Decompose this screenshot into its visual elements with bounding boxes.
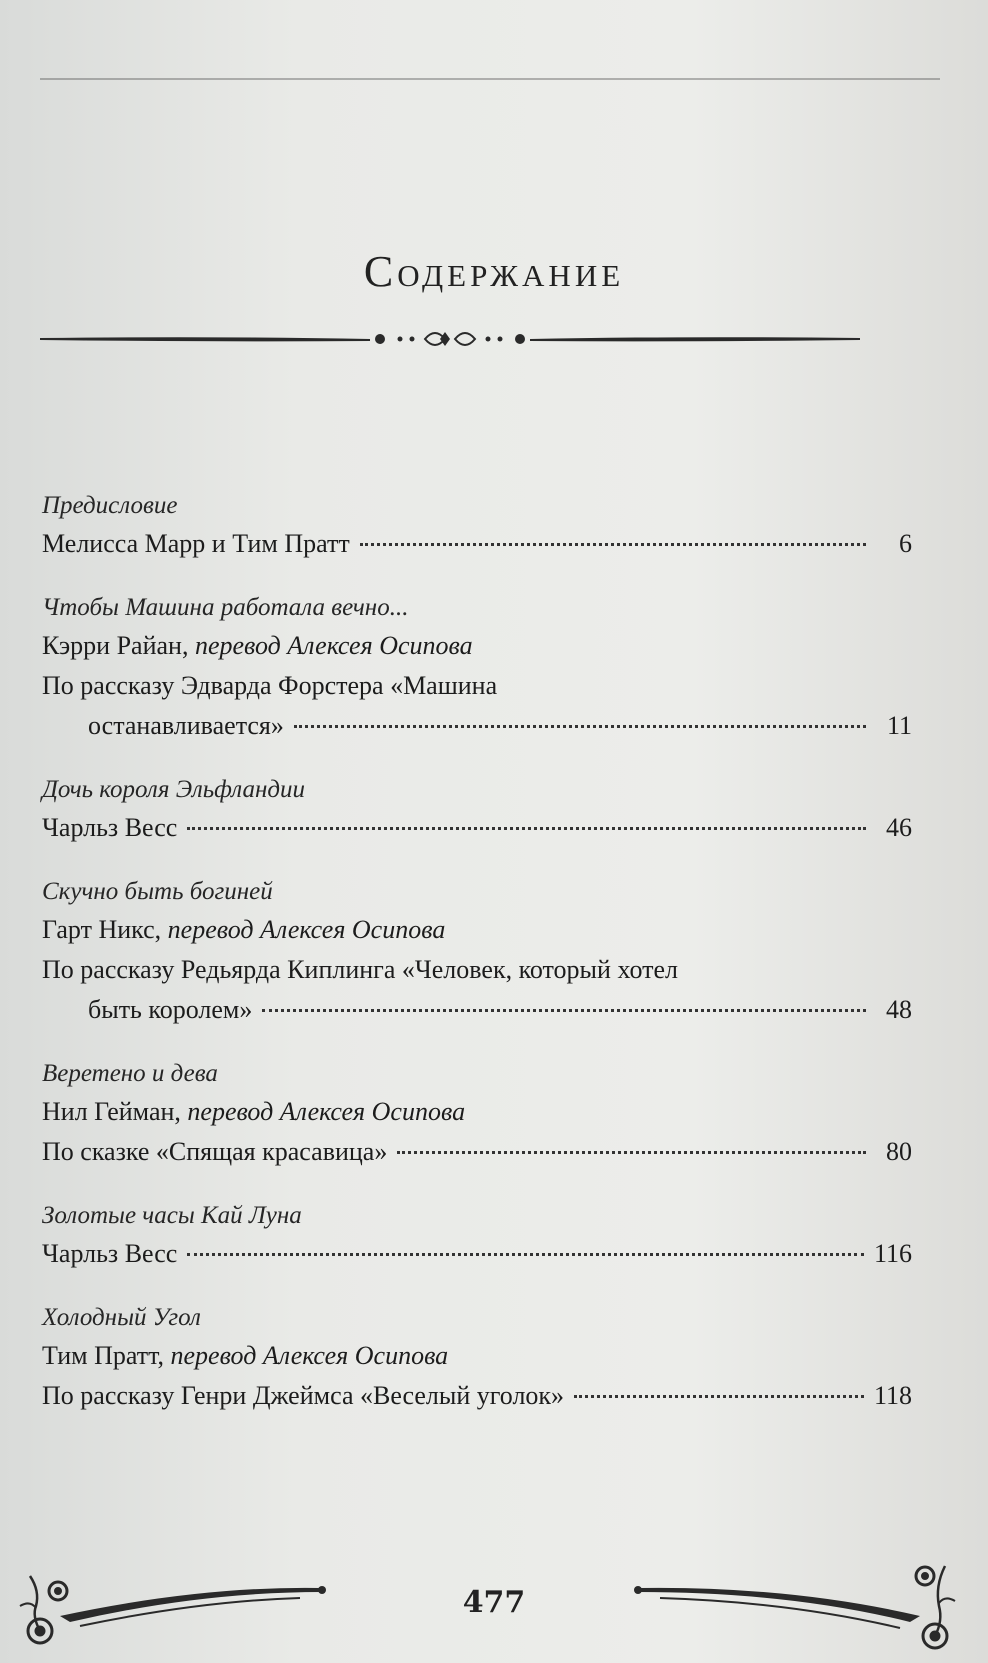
toc-entry	[42, 1198, 912, 1274]
entry-page-number: 46	[886, 813, 912, 842]
entry-translator: перевод Алексея Осипова	[170, 1341, 449, 1370]
dot-leader	[187, 826, 866, 830]
dot-leader	[294, 724, 866, 728]
entry-author: Гарт Никс,	[42, 915, 162, 944]
table-of-contents	[42, 488, 912, 1442]
entry-author: Тим Пратт,	[42, 1341, 165, 1370]
entry-title: Золотые часы Кай Луна	[42, 1202, 302, 1229]
entry-author: Мелисса Марр и Тим Пратт	[42, 529, 350, 558]
entry-title: Веретено и дева	[42, 1060, 218, 1087]
toc-line	[42, 1132, 912, 1172]
dot-leader	[397, 1150, 866, 1154]
toc-entry	[42, 1056, 912, 1172]
toc-line	[42, 524, 912, 564]
author-line	[42, 1092, 912, 1132]
entry-translator: перевод Алексея Осипова	[194, 631, 473, 660]
toc-line	[42, 990, 912, 1030]
entry-title: Дочь короля Эльфландии	[42, 776, 306, 803]
dot-leader	[360, 542, 866, 546]
entry-title: Предисловие	[42, 492, 178, 519]
entry-page-number: 80	[886, 1137, 912, 1166]
toc-entry	[42, 590, 912, 746]
page-number: 477	[462, 1585, 526, 1620]
author-line	[42, 1336, 912, 1376]
author-line	[42, 910, 912, 950]
entry-page-number: 11	[886, 711, 912, 740]
entry-translator: перевод Алексея Осипова	[167, 915, 446, 944]
entry-title: Холодный Угол	[42, 1304, 201, 1331]
entry-page-number: 116	[873, 1239, 912, 1268]
entry-page-number: 118	[873, 1381, 912, 1410]
header-rule	[40, 78, 940, 80]
dot-leader	[262, 1008, 866, 1012]
entry-page-number: 48	[886, 995, 912, 1024]
title-ornament-divider	[40, 318, 860, 360]
entry-page-number: 6	[899, 529, 912, 558]
entry-source: По сказке «Спящая красавица»	[42, 1137, 388, 1166]
entry-source: По рассказу Эдварда Форстера «Машина	[42, 671, 498, 700]
entry-translator: перевод Алексея Осипова	[187, 1097, 466, 1126]
toc-entry	[42, 772, 912, 848]
entry-source-continued: останавливается»	[88, 711, 284, 740]
toc-entry	[42, 874, 912, 1030]
entry-author: Кэрри Райан,	[42, 631, 189, 660]
entry-source-continued: быть королем»	[88, 995, 253, 1024]
entry-author: Чарльз Весс	[42, 813, 178, 842]
entry-title: Чтобы Машина работала вечно...	[42, 594, 409, 621]
toc-line	[42, 1234, 912, 1274]
toc-entry	[42, 1300, 912, 1416]
entry-title: Скучно быть богиней	[42, 878, 273, 905]
dot-leader	[187, 1252, 864, 1256]
author-line	[42, 626, 912, 666]
entry-author: Нил Гейман,	[42, 1097, 181, 1126]
toc-entry	[42, 488, 912, 564]
toc-line	[42, 706, 912, 746]
dot-leader	[574, 1394, 864, 1398]
entry-author: Чарльз Весс	[42, 1239, 178, 1268]
entry-source: По рассказу Генри Джеймса «Веселый уголок»	[42, 1381, 565, 1410]
page-title: Содержание	[363, 247, 625, 296]
entry-source: По рассказу Редьярда Киплинга «Человек, который хотел	[42, 955, 678, 984]
toc-line	[42, 1376, 912, 1416]
toc-line	[42, 808, 912, 848]
